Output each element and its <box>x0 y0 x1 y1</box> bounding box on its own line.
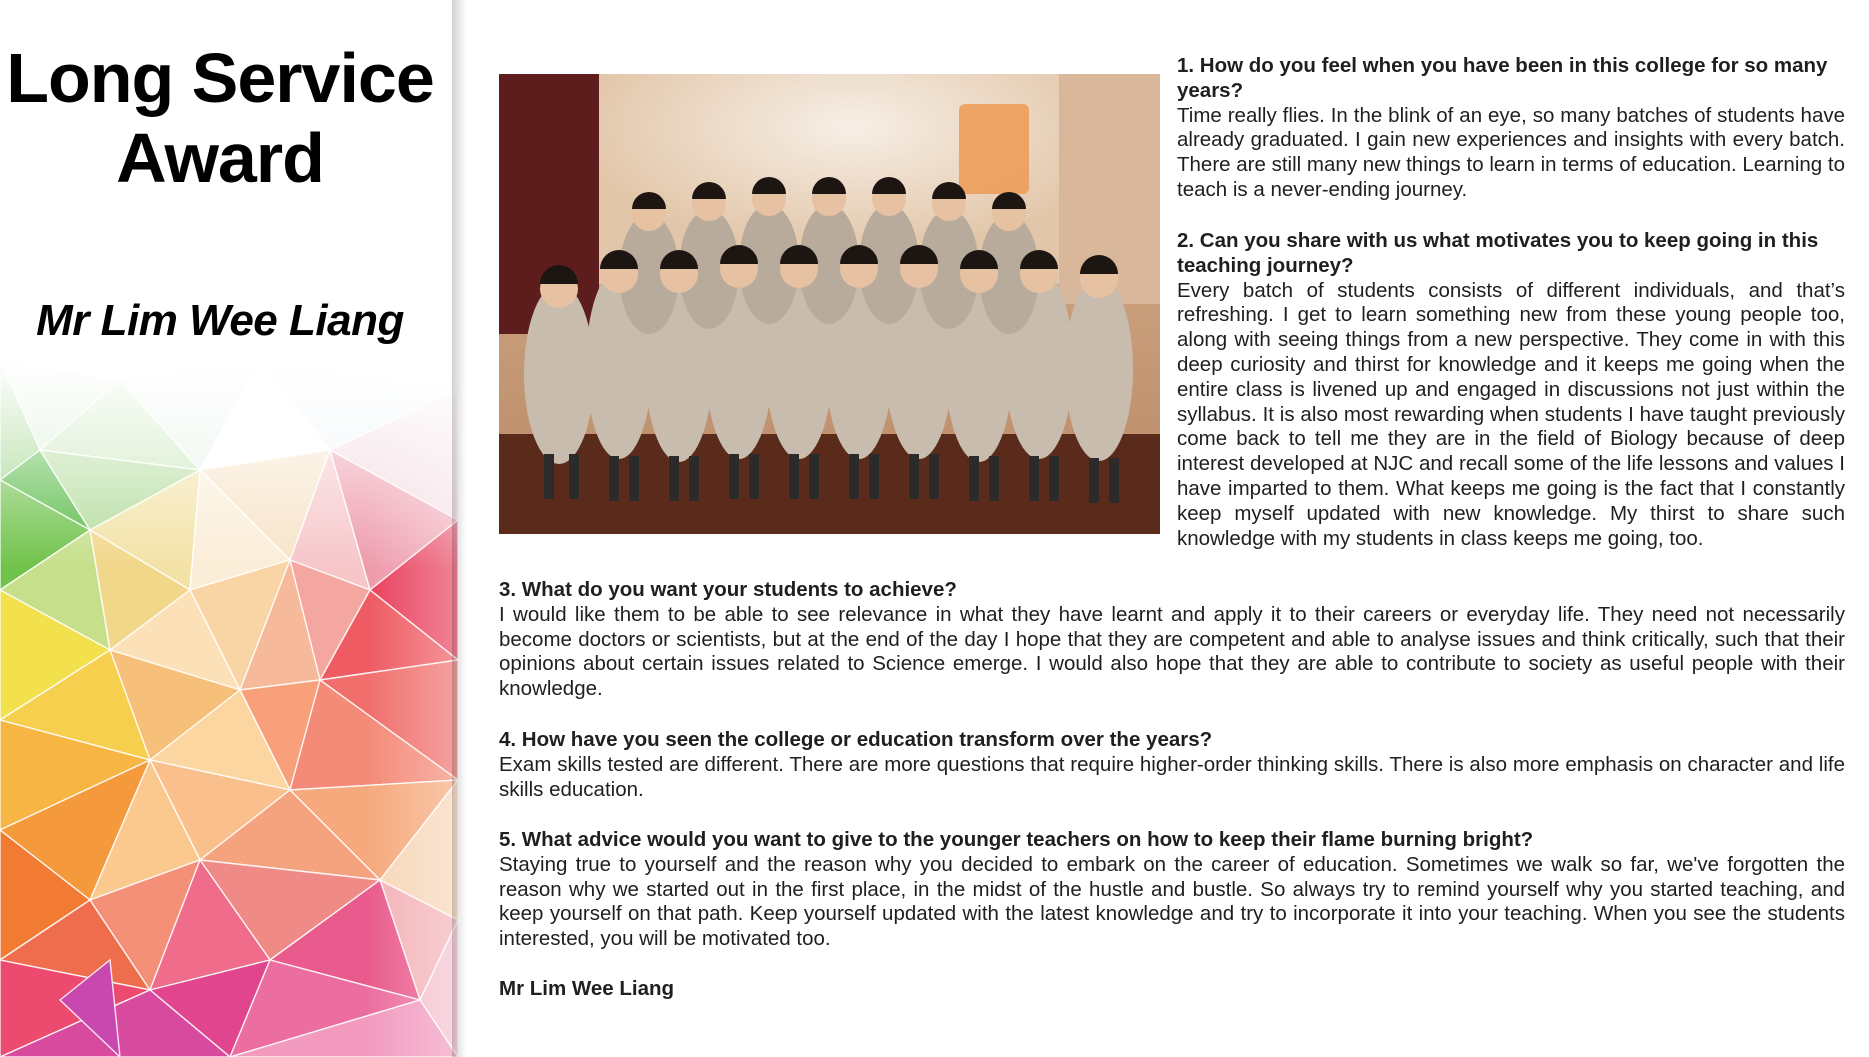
question-2: 2. Can you share with us what motivates you to keep going in this teaching journey? <box>1177 229 1819 277</box>
question-4: 4. How have you seen the college or education transform over the years? <box>499 728 1213 751</box>
left-panel <box>0 0 458 1057</box>
geometric-background-art <box>0 360 458 1057</box>
qa-5 <box>499 828 1845 952</box>
qa-1 <box>1177 54 1845 203</box>
answer-2: Every batch of students consists of different individuals, and that’s refreshing. I get to learn something new from these young people too, along with seeing things from a new perspective. They come in with this deep curiosity and thirst for knowledge and it keeps me going when the entire class is livened up and engaged in discussions not just within the syllabus. It is also most rewarding when students I have taught previously come back to tell me they are in the field of Biology because of deep interest developed at NJC and recall some of the life lessons and values I have imparted to them. What keeps me going is the fact that I constantly keep myself updated with new knowledge. My thirst to share such knowledge with my students in class keeps me going, too. <box>1177 278 1845 550</box>
answer-1: Time really flies. In the blink of an eye, so many batches of students have already graduated. I gain new experiences and insights with every batch. There are still many new things to learn in terms of education. Learning to teach is a never-ending journey. <box>1177 103 1845 201</box>
answer-5: Staying true to yourself and the reason why you decided to embark on the career of education. Sometimes we walk so far, we've forgotten the reason why we started out in the first place, in the midst of the hustle and bustle. So always try to remind yourself why you started teaching, and keep yourself on that path. Keep yourself updated with the latest knowledge and try to incorporate it into your teaching. When you see the students interested, you will be motivated too. <box>499 852 1845 951</box>
group-photo-illustration <box>499 74 1160 534</box>
signature: Mr Lim Wee Liang <box>499 977 675 1000</box>
answer-4: Exam skills tested are different. There are more questions that require higher-order thinking skills. There is also more emphasis on character and life skills education. <box>499 752 1845 801</box>
question-3: 3. What do you want your students to achieve? <box>499 578 957 601</box>
title-line-2: Award <box>116 119 324 197</box>
group-photo <box>499 74 1160 534</box>
title-line-1: Long Service <box>6 39 434 117</box>
recipient-name: Mr Lim Wee Liang <box>36 296 404 345</box>
question-5: 5. What advice would you want to give to the younger teachers on how to keep their flame burning bright? <box>499 828 1534 851</box>
qa-4 <box>499 728 1845 802</box>
qa-3 <box>499 578 1845 702</box>
qa-2 <box>1177 229 1845 551</box>
panel-divider-shadow <box>452 0 466 1057</box>
question-1: 1. How do you feel when you have been in this college for so many years? <box>1177 54 1828 102</box>
page-title <box>0 38 440 198</box>
answer-3: I would like them to be able to see relevance in what they have learnt and apply it to their careers or everyday life. They need not necessarily become doctors or scientists, but at the end of the day I hope that they are competent and able to analyse issues and think critically, such that their opinions about certain issues related to Science emerge. I would also hope that they are able to contribute to society as useful people with their knowledge. <box>499 602 1845 701</box>
